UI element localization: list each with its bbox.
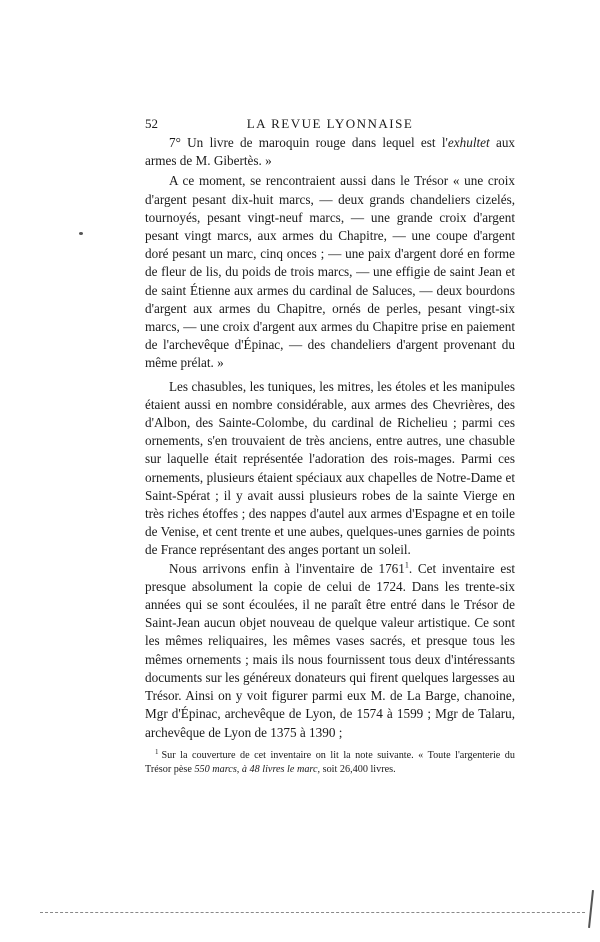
footnote <box>145 749 515 777</box>
page-header <box>145 116 515 134</box>
footnote-reference: 1 <box>404 560 409 570</box>
footnote-text-b: soit 26,400 livres. <box>320 764 396 775</box>
paragraph-1 <box>145 134 515 170</box>
body-text <box>145 134 515 742</box>
footnote-text-a: Sur la couverture de cet inventaire on lit la note suivante. « Toute l'argenterie du Trésor pèse <box>145 750 515 775</box>
paragraph-3: Les chasubles, les tuniques, les mitres, les étoles et les manipules étaient aussi en nombre considérable, aux armes des Chevrières, des d'Albon, des Sainte-Colombe, du cardinal de Richelieu ; parmi ces ornements, s'en trouvaient de très anciens, entre autres, une chasuble sur laquelle était représentée l'adoration des rois-mages. Parmi ces ornements, plusieurs étaient spéciaux aux chapelles de Notre-Dame et Saint-Spérat ; il y avait aussi plusieurs robes de la sainte Vierge en très riches étoffes ; des nappes d'autel aux armes d'Espagne et en toile de Venise, et cent trente et une aubes, quelques-unes garnies de points de France représentant des anges portant un soleil. <box>145 378 515 558</box>
bottom-rule <box>40 912 585 913</box>
paragraph-1-text-b: aux armes de M. Gibertès. » <box>145 135 516 169</box>
footnote-text <box>145 749 515 777</box>
paragraph-1-italic: exhultet <box>447 135 490 150</box>
page-edge-mark <box>588 890 594 928</box>
footnote-mark: 1 <box>155 747 159 756</box>
paragraph-1-text-a: 7° Un livre de maroquin rouge dans lequel est l' <box>169 135 448 150</box>
paragraph-4-text-a: Nous arrivons enfin à l'inventaire de 1761 <box>169 560 405 576</box>
paragraph-4 <box>145 560 515 742</box>
footnote-italic: 550 marcs, à 48 livres le marc, <box>194 764 321 775</box>
margin-mark <box>79 232 83 235</box>
page-number: 52 <box>145 116 158 131</box>
paragraph-2: A ce moment, se rencontraient aussi dans le Trésor « une croix d'argent pesant dix-huit marcs, — deux grands chandeliers cizelés, tournoyés, pesant vingt-neuf marcs, — une grande croix d'argent pesant vingt marcs, aux armes du Chapitre, — une coupe d'argent doré pesant un marc, cinq onces ; — une paix d'argent doré en forme de fleur de lis, du poids de trois marcs, — une effigie de saint Jean et de saint Étienne aux armes du cardinal de Saluces, — deux bourdons d'argent aux armes du Chapitre, ornés de perles, pesant vingt-six marcs, — une croix d'argent aux armes du Chapitre prise en paiement de l'archevêque d'Épinac, — des chandeliers d'argent provenant du même prélat. » <box>145 173 515 371</box>
running-title: LA REVUE LYONNAISE <box>246 116 414 131</box>
paragraph-4-text-b: . Cet inventaire est presque absolument la copie de celui de 1724. Dans les trente-six années qui se sont écoulées, il ne paraît être entré dans le Trésor de Saint-Jean aucun objet nouveau de quelque valeur artistique. Ce sont les mêmes reliquaires, les mêmes vases sacrés, et presque tous les mêmes ornements ; mais ils nous fournissent tous deux d'intéressants documents sur les généreux donateurs qui firent quelques largesses au Trésor. Ainsi on y voit figurer parmi eux M. de La Barge, chanoine, Mgr d'Épinac, archevêque de Lyon, de 1574 à 1599 ; Mgr de Talaru, archevêque de Lyon de 1375 à 1390 ; <box>145 560 515 740</box>
